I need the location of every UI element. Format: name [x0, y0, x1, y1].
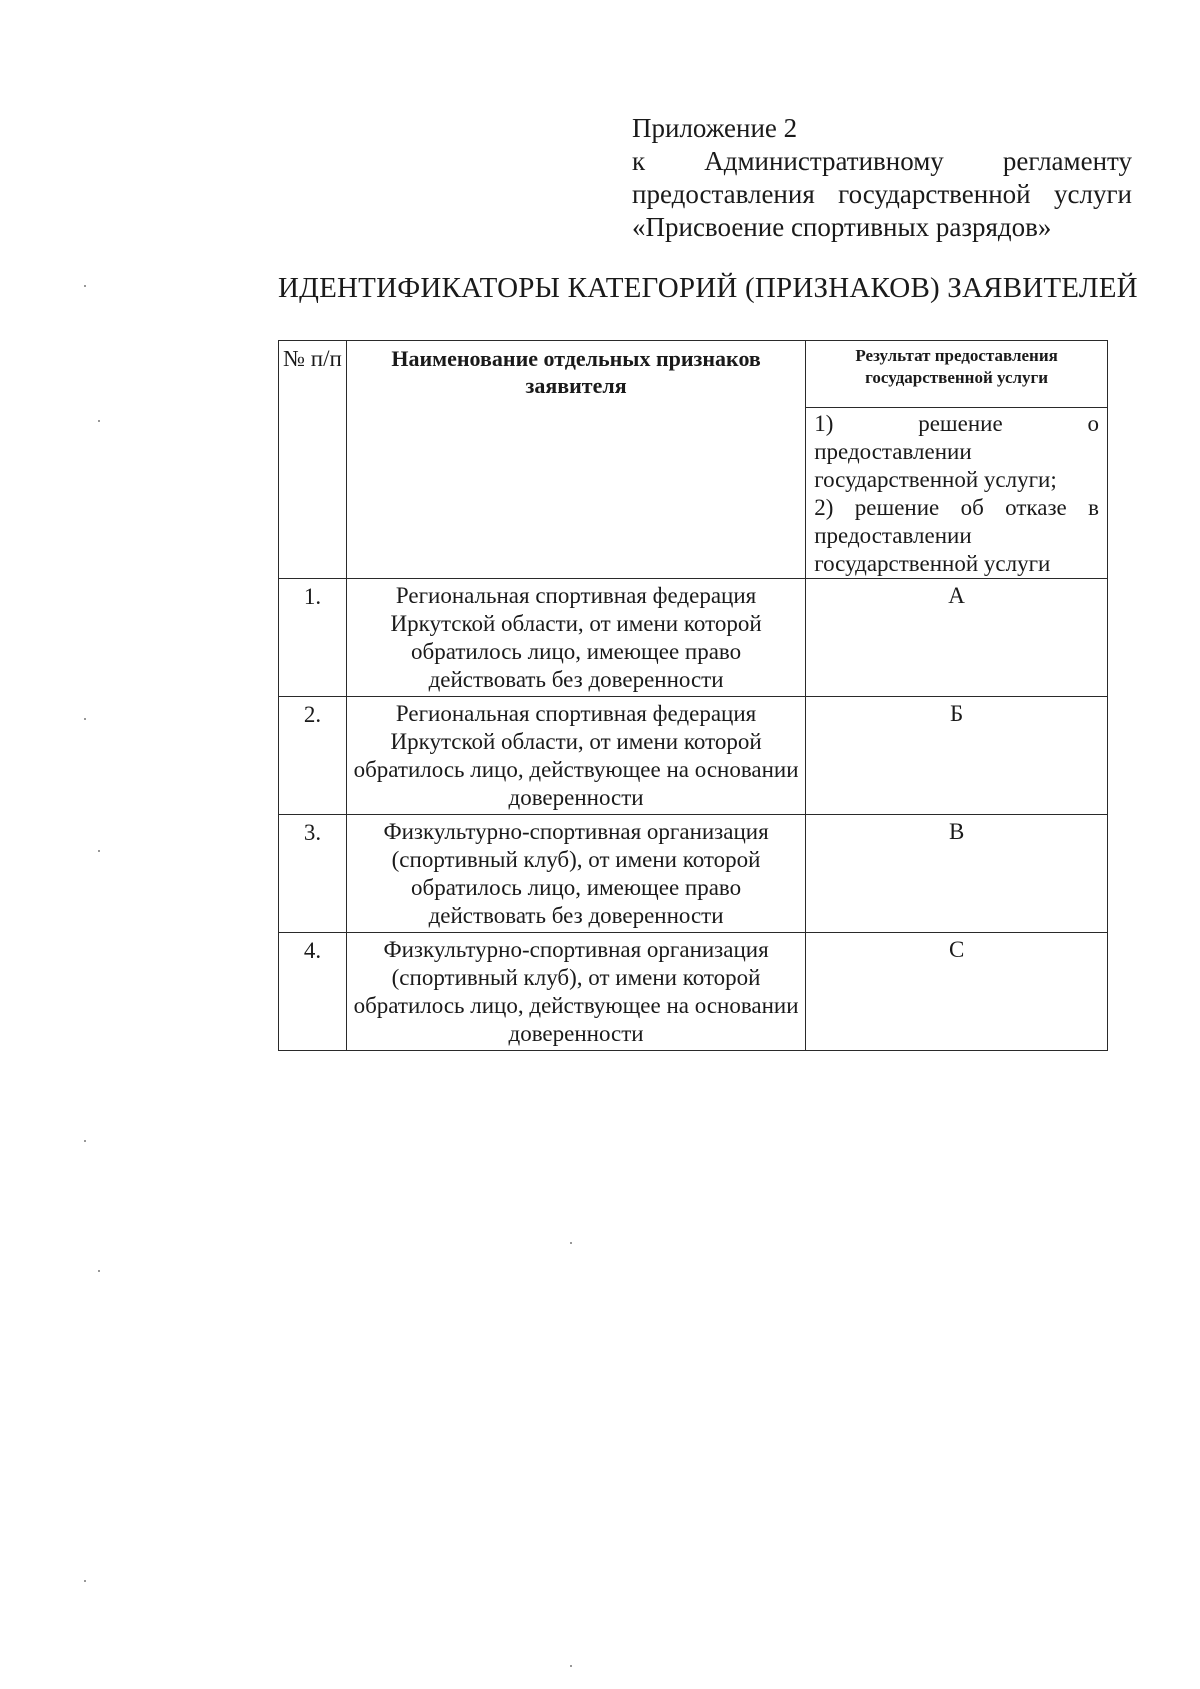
header-name-cell [346, 341, 805, 579]
result-option-line: 2) решение об отказе в [814, 495, 1099, 520]
appendix-number: Приложение 2 [632, 113, 798, 143]
table-header-row [279, 341, 1108, 408]
table-row [279, 697, 1108, 815]
scan-speck [84, 285, 86, 287]
row-code: А [806, 579, 1108, 697]
result-option-line: государственной услуги; [814, 467, 1057, 492]
row-code: Б [806, 697, 1108, 815]
result-options-cell [806, 408, 1108, 579]
scan-speck [98, 850, 100, 852]
header-number-cell [279, 341, 347, 579]
row-criterion: Физкультурно-спортивная организация (спортивный клуб), от имени которой обратилось лицо, действующее на основании доверенности [346, 933, 805, 1051]
document-title: ИДЕНТИФИКАТОРЫ КАТЕГОРИЙ (ПРИЗНАКОВ) ЗАЯВИТЕЛЕЙ [278, 272, 1138, 304]
row-number: 4. [279, 933, 347, 1051]
row-criterion: Региональная спортивная федерация Иркутской области, от имени которой обратилось лицо, действующее на основании доверенности [346, 697, 805, 815]
row-number: 3. [279, 815, 347, 933]
row-criterion: Региональная спортивная федерация Иркутской области, от имени которой обратилось лицо, имеющее право действовать без доверенности [346, 579, 805, 697]
header-result-cell [806, 341, 1108, 408]
scan-speck [84, 1580, 86, 1582]
row-number: 2. [279, 697, 347, 815]
appendix-heading [632, 112, 1132, 244]
header-result-label: Результат предоставления государственной услуги [855, 346, 1058, 387]
row-code: С [806, 933, 1108, 1051]
result-option-line: государственной услуги [814, 551, 1051, 576]
result-option-line: 1) решение о [814, 411, 1099, 436]
header-number-label: № п/п [283, 346, 342, 371]
row-number: 1. [279, 579, 347, 697]
scan-speck [84, 718, 86, 720]
scan-speck [570, 1665, 572, 1667]
identifiers-table [278, 340, 1108, 1051]
row-code: В [806, 815, 1108, 933]
table-row [279, 933, 1108, 1051]
appendix-reference-line: предоставления государственной услуги [632, 179, 1132, 209]
result-option-line: предоставлении [814, 439, 972, 464]
scan-speck [570, 1242, 572, 1244]
scan-speck [84, 1140, 86, 1142]
result-option-line: предоставлении [814, 523, 972, 548]
table-row [279, 815, 1108, 933]
scan-speck [98, 1270, 100, 1272]
appendix-reference-line: к Административному регламенту [632, 146, 1132, 176]
table-row [279, 579, 1108, 697]
scan-speck [98, 420, 100, 422]
header-name-label: Наименование отдельных признаков заявителя [391, 346, 761, 398]
row-criterion: Физкультурно-спортивная организация (спортивный клуб), от имени которой обратилось лицо, имеющее право действовать без доверенности [346, 815, 805, 933]
appendix-reference-line: «Присвоение спортивных разрядов» [632, 212, 1052, 242]
